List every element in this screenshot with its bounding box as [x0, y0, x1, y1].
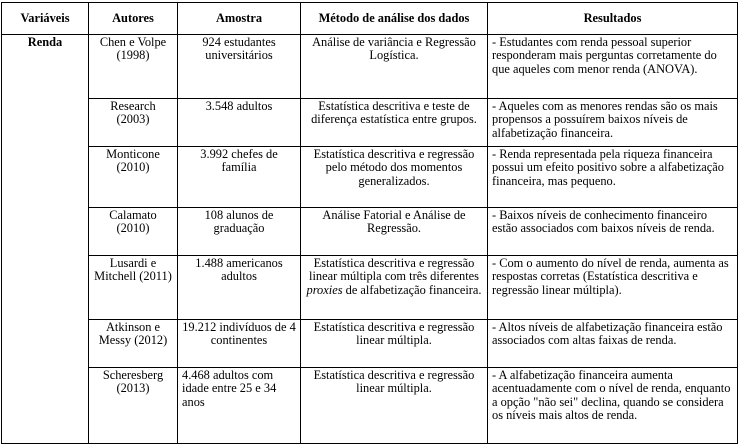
metodo-cell: Estatística descritiva e regressão linear múltipla. [301, 368, 488, 444]
table-row [2, 35, 738, 99]
metodo-text-italic: proxies [306, 282, 343, 297]
literature-table [1, 2, 738, 444]
metodo-text [305, 257, 483, 297]
table-row [2, 147, 738, 208]
autores-cell: Monticone (2010) [89, 147, 178, 208]
header-row [2, 3, 738, 35]
metodo-text-pre: Estatística descritiva e regressão linear múltipla com três diferentes [309, 256, 479, 284]
table-row [2, 368, 738, 444]
resultados-cell: - Com o aumento do nível de renda, aumenta as respostas corretas (Estatística descritiva e regressão linear múltipla). [488, 256, 738, 320]
metodo-cell: Análise de variância e Regressão Logística. [301, 35, 488, 99]
header-variaveis: Variáveis [2, 3, 89, 35]
metodo-text-post: de alfabetização financeira. [342, 282, 482, 297]
amostra-cell: 1.488 americanos adultos [178, 256, 301, 320]
resultados-cell: - Aqueles com as menores rendas são os mais propensos a possuírem baixos níveis de alfabetização financeira. [488, 99, 738, 147]
autores-cell: Research (2003) [89, 99, 178, 147]
header-amostra: Amostra [178, 3, 301, 35]
amostra-cell: 3.992 chefes de família [178, 147, 301, 208]
resultados-cell: - Renda representada pela riqueza financeira possui um efeito positivo sobre a alfabetização financeira, mas pequeno. [488, 147, 738, 208]
amostra-cell: 3.548 adultos [178, 99, 301, 147]
resultados-cell: - Altos níveis de alfabetização financeira estão associados com altas faixas de renda. [488, 320, 738, 368]
autores-cell: Chen e Volpe (1998) [89, 35, 178, 99]
table-row [2, 208, 738, 256]
resultados-cell: - Estudantes com renda pessoal superior responderam mais perguntas corretamente do que aqueles com menor renda (ANOVA). [488, 35, 738, 99]
autores-cell: Lusardi e Mitchell (2011) [89, 256, 178, 320]
metodo-cell [301, 256, 488, 320]
table-row [2, 320, 738, 368]
table-row [2, 256, 738, 320]
autores-cell: Scheresberg (2013) [89, 368, 178, 444]
amostra-cell: 108 alunos de graduação [178, 208, 301, 256]
metodo-cell: Análise Fatorial e Análise de Regressão. [301, 208, 488, 256]
amostra-cell: 924 estudantes universitários [178, 35, 301, 99]
variavel-cell: Renda [2, 35, 89, 444]
header-resultados: Resultados [488, 3, 738, 35]
autores-cell: Atkinson e Messy (2012) [89, 320, 178, 368]
metodo-cell: Estatística descritiva e regressão linear múltipla. [301, 320, 488, 368]
resultados-cell: - Baixos níveis de conhecimento financeiro estão associados com baixos níveis de renda. [488, 208, 738, 256]
header-metodo: Método de análise dos dados [301, 3, 488, 35]
resultados-cell: - A alfabetização financeira aumenta acentuadamente com o nível de renda, enquanto a opção "não sei" declina, quando se considera os níveis mais altos de renda. [488, 368, 738, 444]
metodo-cell: Estatística descritiva e teste de diferença estatística entre grupos. [301, 99, 488, 147]
header-autores: Autores [89, 3, 178, 35]
table-row [2, 99, 738, 147]
amostra-cell: 4.468 adultos com idade entre 25 e 34 anos [178, 368, 301, 444]
metodo-cell: Estatística descritiva e regressão pelo método dos momentos generalizados. [301, 147, 488, 208]
amostra-cell: 19.212 indivíduos de 4 continentes [178, 320, 301, 368]
autores-cell: Calamato (2010) [89, 208, 178, 256]
